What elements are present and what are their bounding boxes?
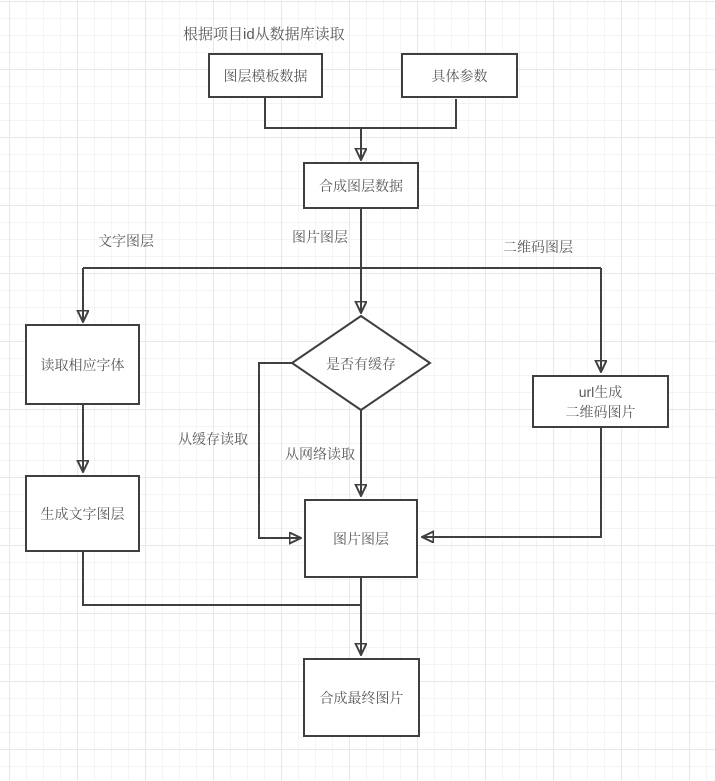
node-label: 图片图层: [333, 530, 389, 547]
edge-merge-top-boxes: [265, 98, 456, 128]
node-gen-text-layer: [25, 475, 140, 552]
edge-label-qr-layer: 二维码图层: [503, 239, 573, 255]
node-label: 生成文字图层: [40, 505, 125, 522]
node-label-line1: url生成: [578, 383, 623, 400]
edge-label-image-layer: 图片图层: [292, 229, 348, 245]
node-url-generate-qr: [532, 375, 669, 428]
node-compose-layer-data: [303, 162, 419, 209]
node-cache-check-label: 是否有缓存: [326, 356, 396, 372]
diagram-title: 根据项目id从数据库读取: [183, 26, 345, 43]
node-label: 读取相应字体: [40, 356, 125, 373]
node-label: 具体参数: [431, 67, 488, 84]
node-label-line2: 二维码图片: [565, 403, 636, 420]
edge-label-from-cache: 从缓存读取: [178, 431, 248, 447]
node-layer-template-data: [208, 53, 323, 98]
edge-url-to-image: [424, 428, 601, 537]
node-image-layer: [304, 499, 418, 578]
edge-label-from-network: 从网络读取: [285, 446, 355, 462]
node-final-image: [303, 658, 420, 737]
node-label: 合成图层数据: [319, 177, 403, 194]
node-specific-params: [401, 53, 518, 98]
node-read-font: [25, 324, 140, 405]
node-label: 图层模板数据: [223, 67, 308, 84]
node-label: 合成最终图片: [319, 689, 404, 706]
edge-label-text-layer: 文字图层: [98, 233, 154, 249]
